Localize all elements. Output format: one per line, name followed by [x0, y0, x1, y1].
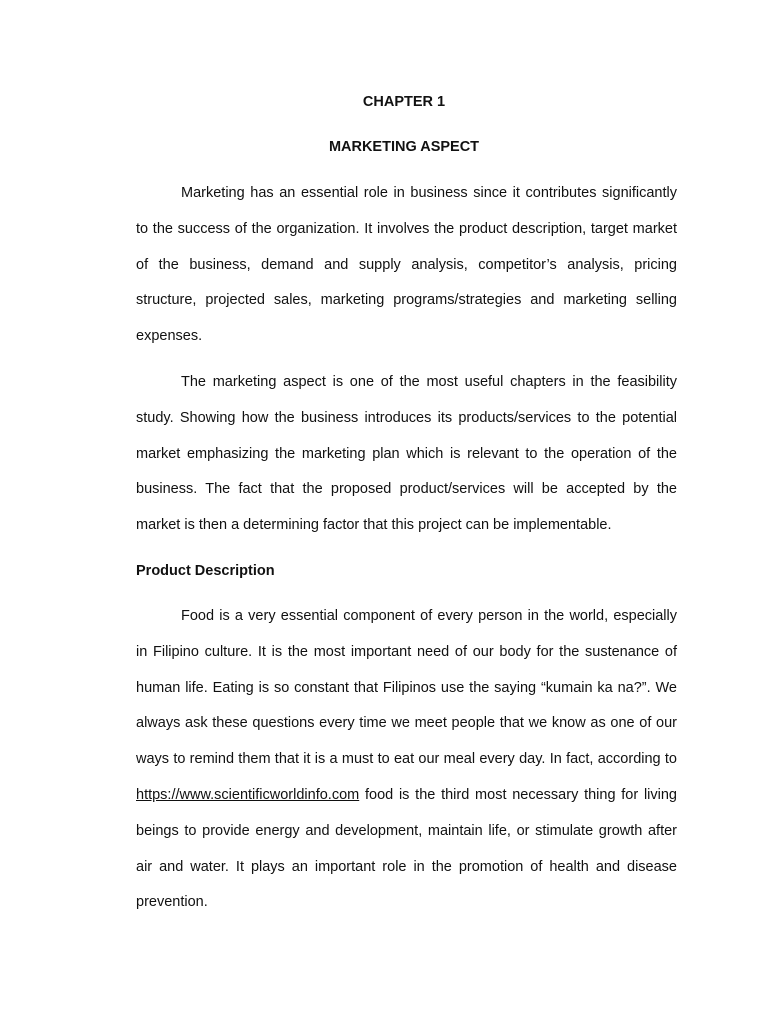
- paragraph-text: Marketing has an essential role in business since it contributes significantly to the success of the organization. It involves the product description, target market of the business, demand and supply analysis, competitor’s analysis, pricing structure, projected sales, marketing programs/strategies and marketing selling expenses.: [136, 185, 677, 345]
- paragraph-text-after-link: food is the third most necessary thing for living beings to provide energy and development, maintain life, or stimulate growth after air and water. It plays an important role in the promotion of health and disease prevention.: [136, 786, 677, 911]
- paragraph-product-description: [136, 599, 677, 921]
- paragraph-text: The marketing aspect is one of the most useful chapters in the feasibility study. Showing how the business introduces its products/services to the potential market emphasizing the marketing plan which is relevant to the operation of the business. The fact that the proposed product/services will be accepted by the market is then a determining factor that this project can be implementable.: [136, 374, 677, 534]
- product-description-heading: Product Description: [136, 563, 275, 579]
- section-title: MARKETING ASPECT: [328, 139, 480, 155]
- paragraph-text-before-link: Food is a very essential component of every person in the world, especially in Filipino culture. It is the most important need of our body for the sustenance of human life. Eating is so constant that Filipinos use the saying “kumain ka na?”. We always ask these questions every time we meet people that we know as one of our ways to remind them that it is a must to eat our meal every day. In fact, according to: [136, 608, 677, 768]
- paragraph-marketing-intro: [136, 176, 677, 355]
- paragraph-marketing-aspect: [136, 365, 677, 544]
- chapter-heading: CHAPTER 1: [362, 94, 446, 110]
- source-link[interactable]: https://www.scientificworldinfo.com: [136, 786, 360, 803]
